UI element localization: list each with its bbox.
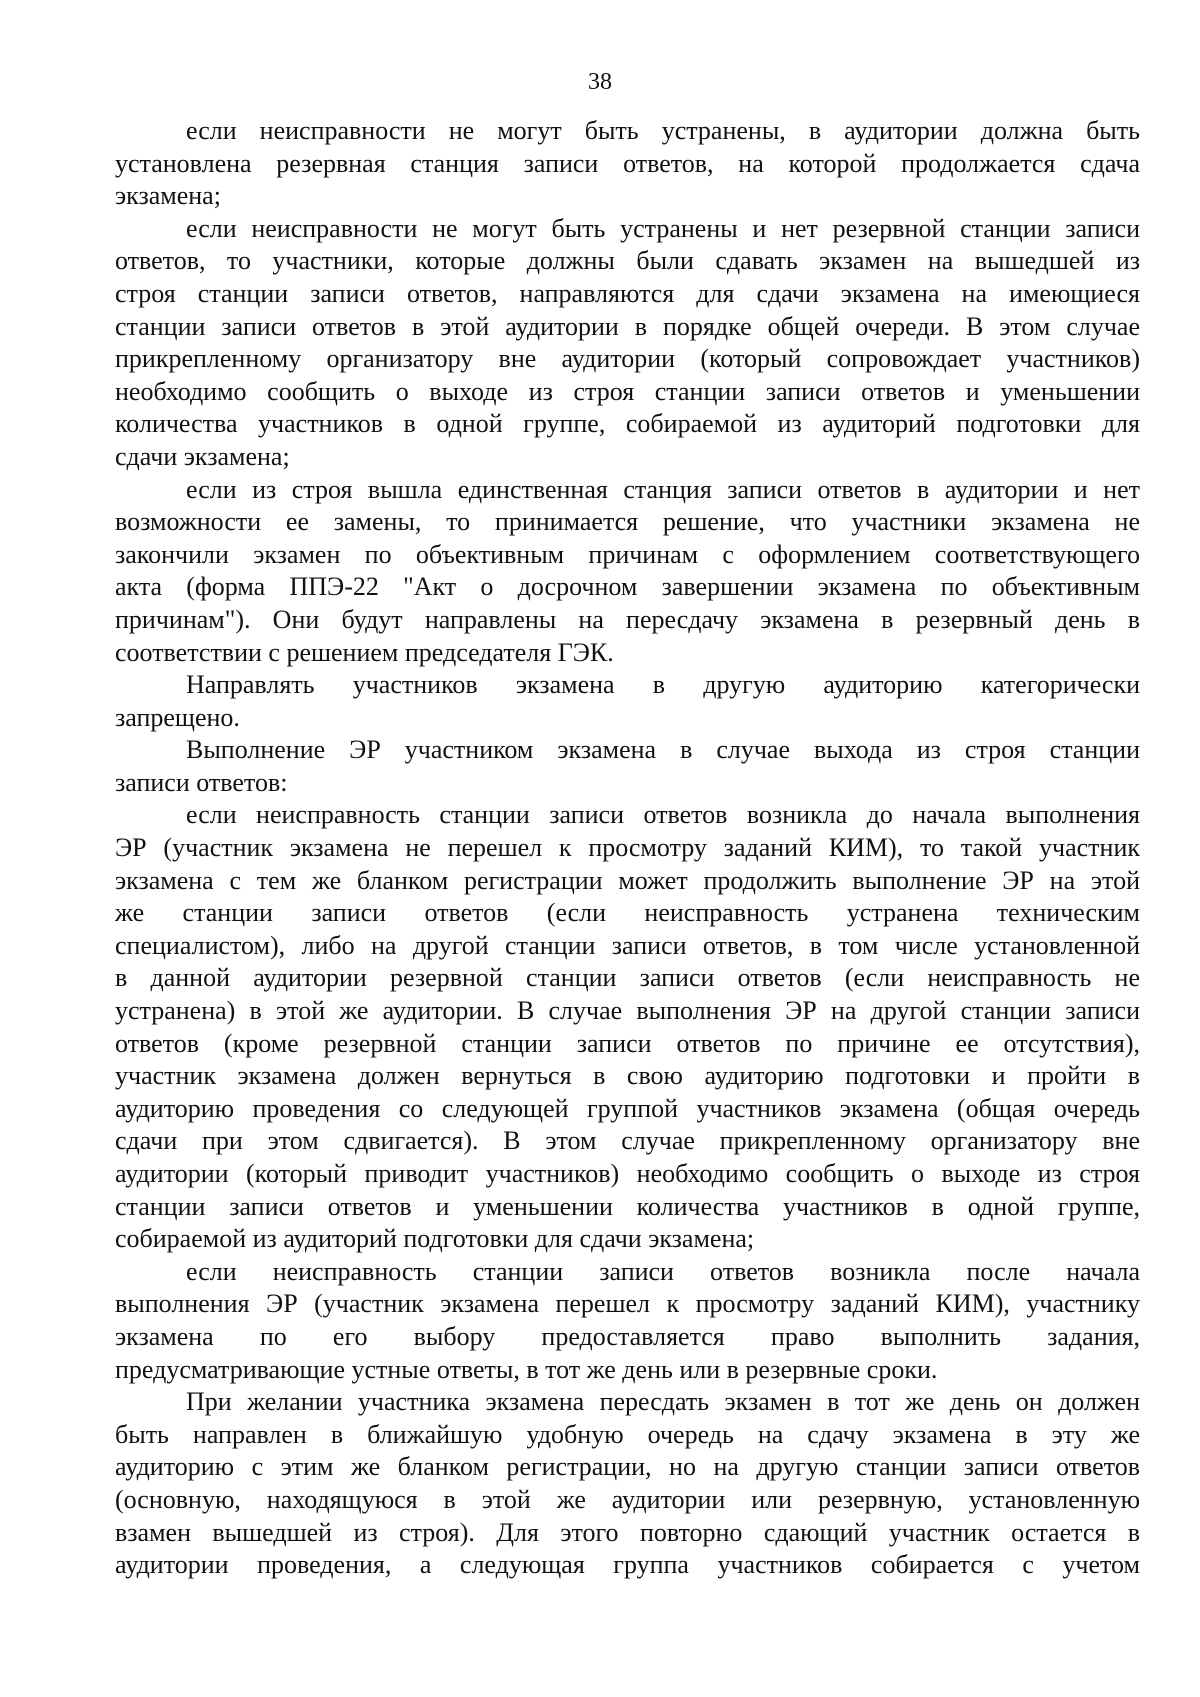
text-line: аудитории (который приводит участников) необходимо сообщить о выходе из строя bbox=[115, 1159, 1140, 1188]
paragraph bbox=[115, 474, 1140, 670]
text-line: закончили экзамен по объективным причинам с оформлением соответствующего bbox=[115, 539, 1140, 569]
text-line: прикрепленному организатору вне аудитории (который сопровождает участников) bbox=[115, 344, 1140, 374]
text-line: аудиторию проведения со следующей группой участников экзамена (общая очередь bbox=[115, 1093, 1140, 1123]
text-line: Направлять участников экзамена в другую аудиторию категорически bbox=[186, 670, 1140, 700]
paragraph bbox=[115, 669, 1140, 734]
text-line: При желании участника экзамена пересдать экзамен в тот же день он должен bbox=[186, 1387, 1140, 1417]
paragraph bbox=[115, 799, 1140, 1255]
text-line: быть направлен в ближайшую удобную очередь на сдачу экзамена в эту же bbox=[115, 1419, 1140, 1449]
text-line: если неисправности не могут быть устранены и нет резервной станции записи bbox=[186, 213, 1140, 243]
text-line: же станции записи ответов (если неисправность устранена техническим bbox=[115, 898, 1140, 928]
text-line: экзамена по его выбору предоставляется право выполнить задания, bbox=[115, 1321, 1140, 1351]
paragraph bbox=[115, 1256, 1140, 1386]
text-line: специалистом), либо на другой станции записи ответов, в том числе установленной bbox=[115, 930, 1140, 960]
text-line: если неисправность станции записи ответов возникла после начала bbox=[186, 1256, 1140, 1286]
text-line: (основную, находящуюся в этой же аудитории или резервную, установленную bbox=[115, 1484, 1140, 1514]
text-line: предусматривающие устные ответы, в тот же день или в резервные сроки. bbox=[115, 1354, 938, 1384]
paragraph bbox=[115, 1386, 1140, 1582]
text-line: ЭР (участник экзамена не перешел к просмотру заданий КИМ), то такой участник bbox=[115, 833, 1140, 863]
text-line: причинам"). Они будут направлены на пересдачу экзамена в резервный день в bbox=[115, 604, 1140, 634]
text-line: аудиторию с этим же бланком регистрации, но на другую станции записи ответов bbox=[115, 1452, 1140, 1482]
text-line: количества участников в одной группе, собираемой из аудиторий подготовки для bbox=[115, 409, 1140, 439]
text-line: аудитории проведения, а следующая группа участников собирается с учетом bbox=[115, 1550, 1140, 1580]
text-line: взамен вышедшей из строя). Для этого повторно сдающий участник остается в bbox=[115, 1517, 1140, 1547]
text-line: запрещено. bbox=[115, 702, 240, 732]
text-line: экзамена с тем же бланком регистрации может продолжить выполнение ЭР на этой bbox=[115, 865, 1140, 895]
text-line: ответов, то участники, которые должны были сдавать экзамен на вышедшей из bbox=[115, 246, 1140, 276]
page-number: 38 bbox=[588, 69, 612, 95]
text-line: устранена) в этой же аудитории. В случае выполнения ЭР на другой станции записи bbox=[115, 996, 1140, 1026]
text-line: участник экзамена должен вернуться в свою аудиторию подготовки и пройти в bbox=[115, 1061, 1140, 1091]
text-line: ответов (кроме резервной станции записи ответов по причине ее отсутствия), bbox=[115, 1028, 1140, 1058]
text-line: акта (форма ППЭ-22 "Акт о досрочном завершении экзамена по объективным bbox=[115, 572, 1140, 602]
text-line: соответствии с решением председателя ГЭК. bbox=[115, 637, 614, 667]
paragraph bbox=[115, 734, 1140, 799]
text-line: установлена резервная станция записи ответов, на которой продолжается сдача bbox=[115, 148, 1140, 178]
paragraph bbox=[115, 213, 1140, 474]
text-line: экзамена; bbox=[115, 181, 221, 211]
text-line: сдачи при этом сдвигается). В этом случае прикрепленному организатору вне bbox=[115, 1126, 1140, 1156]
text-line: строя станции записи ответов, направляются для сдачи экзамена на имеющиеся bbox=[115, 278, 1140, 308]
text-line: Выполнение ЭР участником экзамена в случае выхода из строя станции bbox=[186, 735, 1140, 765]
text-line: возможности ее замены, то принимается решение, что участники экзамена не bbox=[115, 507, 1140, 537]
text-line: если неисправности не могут быть устранены, в аудитории должна быть bbox=[186, 116, 1140, 145]
text-line: если из строя вышла единственная станция записи ответов в аудитории и нет bbox=[186, 474, 1140, 504]
text-line: если неисправность станции записи ответов возникла до начала выполнения bbox=[186, 800, 1140, 830]
document-body bbox=[115, 115, 1140, 1582]
text-line: станции записи ответов и уменьшении количества участников в одной группе, bbox=[115, 1191, 1140, 1221]
text-line: в данной аудитории резервной станции записи ответов (если неисправность не bbox=[115, 963, 1140, 993]
paragraph bbox=[115, 115, 1140, 213]
text-line: сдачи экзамена; bbox=[115, 441, 290, 471]
text-line: собираемой из аудиторий подготовки для сдачи экзамена; bbox=[115, 1224, 755, 1254]
text-line: записи ответов: bbox=[115, 767, 288, 797]
text-line: выполнения ЭР (участник экзамена перешел к просмотру заданий КИМ), участнику bbox=[115, 1289, 1140, 1319]
text-line: станции записи ответов в этой аудитории в порядке общей очереди. В этом случае bbox=[115, 311, 1140, 341]
text-line: необходимо сообщить о выходе из строя станции записи ответов и уменьшении bbox=[115, 376, 1140, 406]
